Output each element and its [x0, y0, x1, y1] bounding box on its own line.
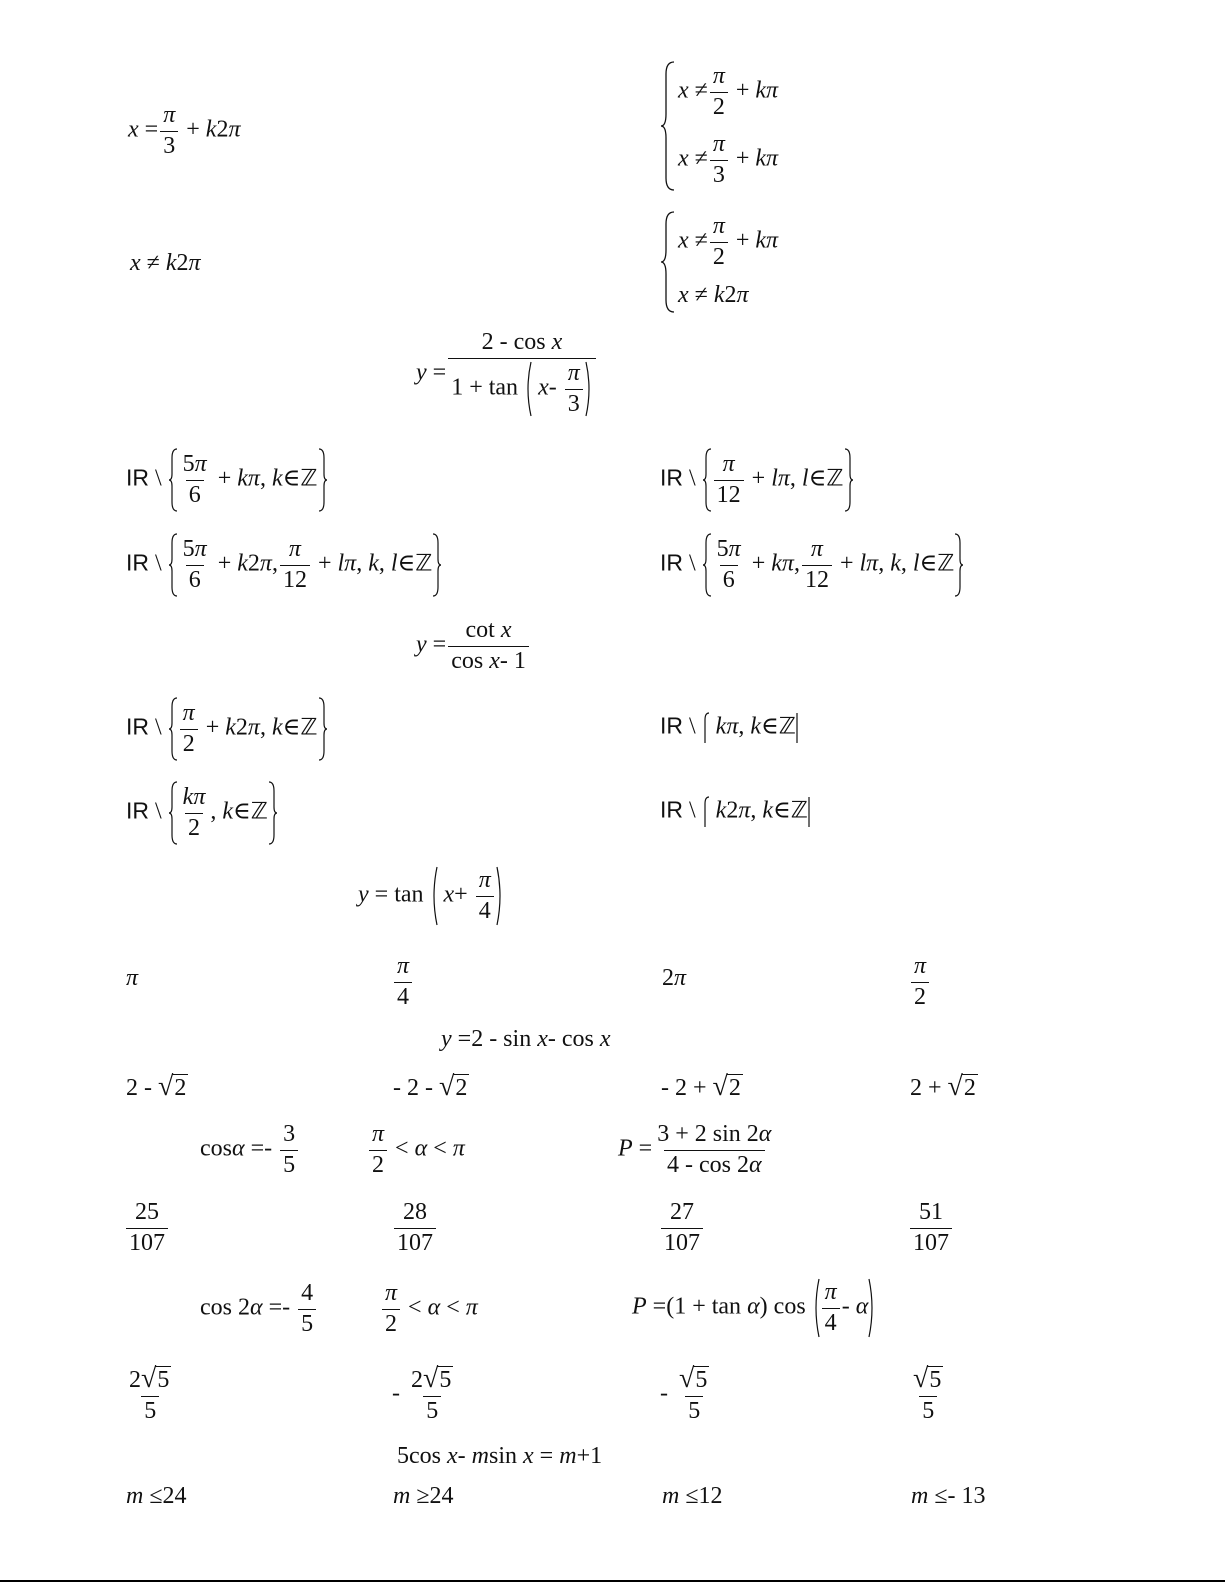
q6-option-d: $\frac{51}{107}$: [908, 1200, 954, 1256]
left-brace: [702, 712, 710, 744]
q6-option-b: $\frac{28}{107}$: [392, 1200, 438, 1256]
left-brace: [168, 448, 178, 512]
q7-condition-cos: cos 2α =- $\frac{4}{5}$: [200, 1281, 318, 1337]
right-brace: [318, 448, 328, 512]
q5-option-c: - 2 + √ 2: [661, 1071, 741, 1102]
q3-stem: y = $\frac{\text{cot x}}{\text{cos x- 1}}$: [416, 618, 531, 674]
left-brace: [702, 533, 712, 597]
right-brace: [432, 533, 442, 597]
q4-stem: y = tan x+ $\frac{\pi}{4}$: [358, 866, 504, 926]
right-brace: [268, 781, 278, 845]
q6-option-a: $\frac{25}{107}$: [124, 1200, 170, 1256]
right-paren: [868, 1278, 876, 1338]
q2-option-d: IR \ $\frac{5\pi}{6}$ + kπ, $\frac{\pi}{12}$ + lπ, k, l∈ℤ: [660, 533, 964, 597]
q4-option-a: π: [126, 965, 139, 991]
q2-option-a: IR \ $\frac{5\pi}{6}$ + kπ, k∈ℤ: [126, 448, 328, 512]
q3-option-b: IR \ kπ, k∈ℤ: [660, 712, 802, 744]
system-brace: [660, 60, 676, 192]
q3-option-d: IR \ k2π, k∈ℤ: [660, 796, 814, 828]
right-brace: [954, 533, 964, 597]
q7-option-d: √ 5 5: [913, 1363, 942, 1425]
q1-option-a: x = $\frac{\pi}{3}$ + k2π: [128, 102, 241, 160]
q7-option-a: 2 √ 5 5: [129, 1363, 170, 1425]
right-brace: [844, 448, 854, 512]
q6-option-c: $\frac{27}{107}$: [659, 1200, 705, 1256]
left-paren: [812, 1278, 820, 1338]
left-paren: [430, 866, 438, 926]
q2-option-b: IR \ $\frac{\pi}{12}$ + lπ, l∈ℤ: [660, 448, 854, 512]
q4-option-b: $\frac{\pi}{4}$: [392, 954, 414, 1010]
left-brace: [168, 533, 178, 597]
q1-option-c: x ≠ k2π: [130, 250, 201, 276]
left-paren: [524, 361, 532, 417]
left-brace: [702, 448, 712, 512]
q7-option-b: - 2 √ 5 5: [392, 1363, 452, 1425]
right-brace: [796, 712, 802, 744]
q2-stem: y = 2 - cos x 1 + tan x- $\frac{\pi}{3}$: [416, 330, 598, 418]
right-brace: [318, 697, 328, 761]
q2-option-c: IR \ $\frac{5\pi}{6}$ + k2π, $\frac{\pi}{12}$ + lπ, k, l∈ℤ: [126, 533, 442, 597]
q6-condition-cos: cosα =- $\frac{3}{5}$: [200, 1122, 300, 1178]
q8-option-c: m ≤12: [662, 1483, 723, 1509]
q4-option-d: $\frac{\pi}{2}$: [909, 954, 931, 1010]
left-brace: [168, 697, 178, 761]
q6-expression: P = $\frac{3 + 2 \sin 2\alpha}{4 - \cos 2\alpha}$: [618, 1121, 772, 1179]
q8-option-a: m ≤24: [126, 1483, 187, 1509]
q8-option-b: m ≥24: [393, 1483, 454, 1509]
left-brace: [702, 796, 710, 828]
q8-stem: 5cos x- msin x = m+1: [397, 1443, 603, 1469]
q7-expression: P =(1 + tan α) cos $\frac{\pi}{4}$ - α: [632, 1278, 876, 1338]
q6-condition-range: $\frac{\pi}{2}$ < α < π: [367, 1122, 465, 1178]
q5-option-a: 2 - √ 2: [126, 1071, 187, 1102]
q8-option-d: m ≤- 13: [911, 1483, 986, 1509]
q4-option-c: 2π: [662, 965, 687, 991]
q5-option-d: 2 + √ 2: [910, 1071, 976, 1102]
q7-condition-range: $\frac{\pi}{2}$ < α < π: [380, 1281, 478, 1337]
q3-option-c: IR \ $\frac{k\pi}{2}$ , k∈ℤ: [126, 781, 278, 845]
q7-option-c: - √ 5 5: [660, 1363, 708, 1425]
q3-option-a: IR \ $\frac{\pi}{2}$ + k2π, k∈ℤ: [126, 697, 328, 761]
system-brace: [660, 210, 676, 314]
left-brace: [168, 781, 178, 845]
q1-option-b: x ≠ $\frac{\pi}{2}$ + kπ x ≠ $\frac{\pi}{3}$ + kπ: [660, 60, 840, 195]
page-bottom-rule: [0, 1580, 1225, 1582]
q5-option-b: - 2 - √ 2: [393, 1071, 468, 1102]
right-paren: [496, 866, 504, 926]
right-brace: [808, 796, 814, 828]
q1-option-d: x ≠ $\frac{\pi}{2}$ + kπ x ≠ k2π: [660, 210, 840, 315]
q5-stem: y =2 - sin x- cos x: [441, 1026, 611, 1052]
right-paren: [585, 361, 593, 417]
